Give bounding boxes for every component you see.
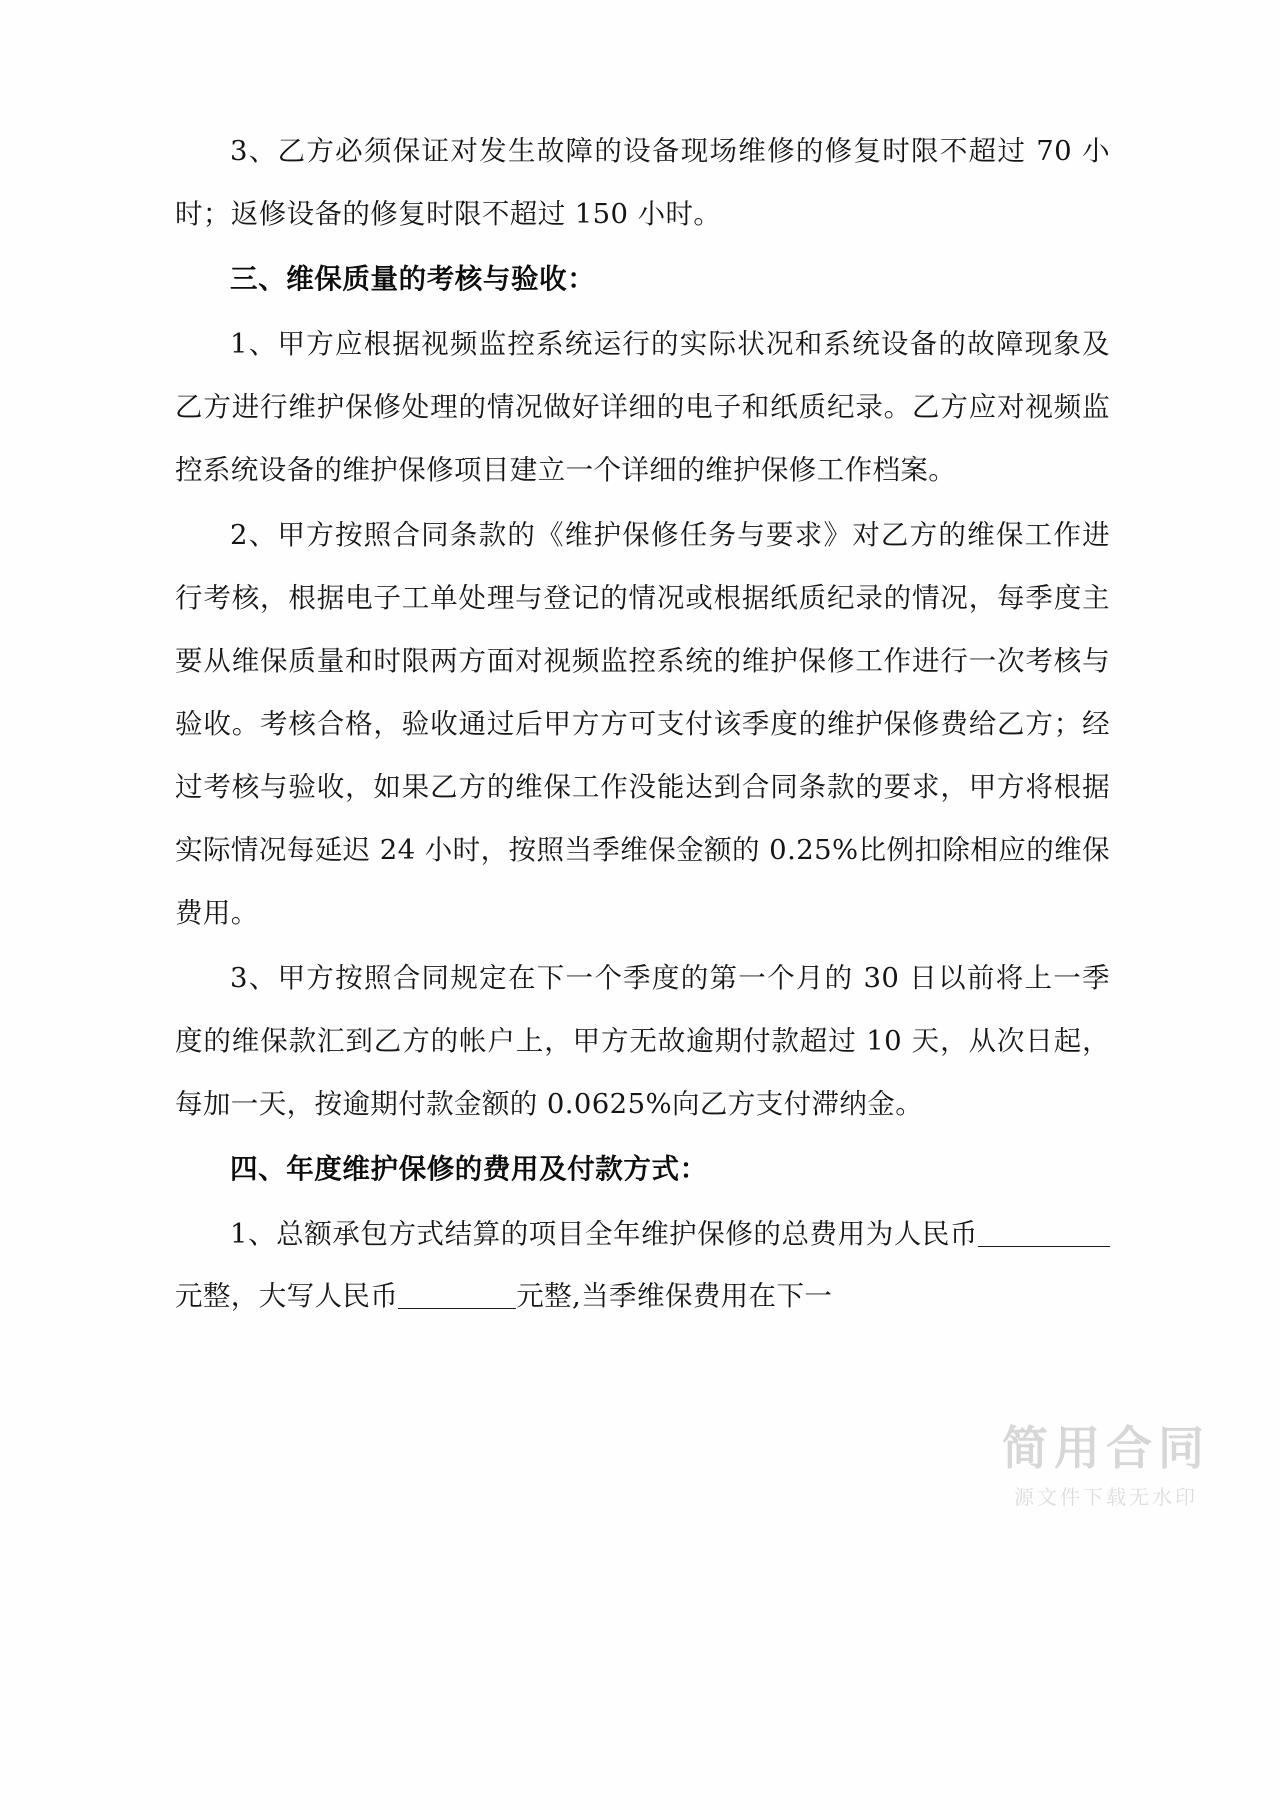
section-heading-four: 四、年度维护保修的费用及付款方式： <box>230 1153 708 1185</box>
section-heading-three: 三、维保质量的考核与验收： <box>230 263 596 295</box>
paragraph-3-1: 1、甲方应根据视频监控系统运行的实际状况和系统设备的故障现象及乙方进行维护保修处理的情况做好详细的电子和纸质纪录。乙方应对视频监控系统设备的维护保修项目建立一个详细的维护保修工作档案。 <box>175 328 1110 486</box>
paragraph-4-1-suffix: 元整,当季维保费用在下一 <box>516 1280 833 1312</box>
watermark-subtitle: 源文件下载无水印 <box>1014 1485 1198 1509</box>
document-body <box>175 120 1110 1327</box>
amount-blank-field-1[interactable] <box>978 1246 1110 1247</box>
paragraph-3-2: 2、甲方按照合同条款的《维护保修任务与要求》对乙方的维保工作进行考核，根据电子工单处理与登记的情况或根据纸质纪录的情况，每季度主要从维保质量和时限两方面对视频监控系统的维护保修工作进行一次考核与验收。考核合格，验收通过后甲方方可支付该季度的维护保修费给乙方；经过考核与验收，如果乙方的维保工作没能达到合同条款的要求，甲方将根据实际情况每延迟 24 小时，按照当季维保金额的 0.25%比例扣除相应的维保费用。 <box>175 519 1110 929</box>
watermark <box>1002 1422 1210 1510</box>
watermark-title: 简用合同 <box>1002 1421 1210 1476</box>
amount-blank-field-2[interactable] <box>398 1308 516 1309</box>
paragraph-4-1 <box>175 1203 1110 1327</box>
paragraph-2-3: 3、乙方必须保证对发生故障的设备现场维修的修复时限不超过 70 小时；返修设备的修复时限不超过 150 小时。 <box>175 135 1110 230</box>
paragraph-4-1-prefix: 1、总额承包方式结算的项目全年维护保修的总费用为人民币 <box>230 1218 978 1250</box>
paragraph-3-3: 3、甲方按照合同规定在下一个季度的第一个月的 30 日以前将上一季度的维保款汇到乙方的帐户上，甲方无故逾期付款超过 10 天，从次日起，每加一天，按逾期付款金额的 0.0625%向乙方支付滞纳金。 <box>175 962 1110 1120</box>
paragraph-4-1-middle: 元整，大写人民币 <box>175 1280 399 1312</box>
